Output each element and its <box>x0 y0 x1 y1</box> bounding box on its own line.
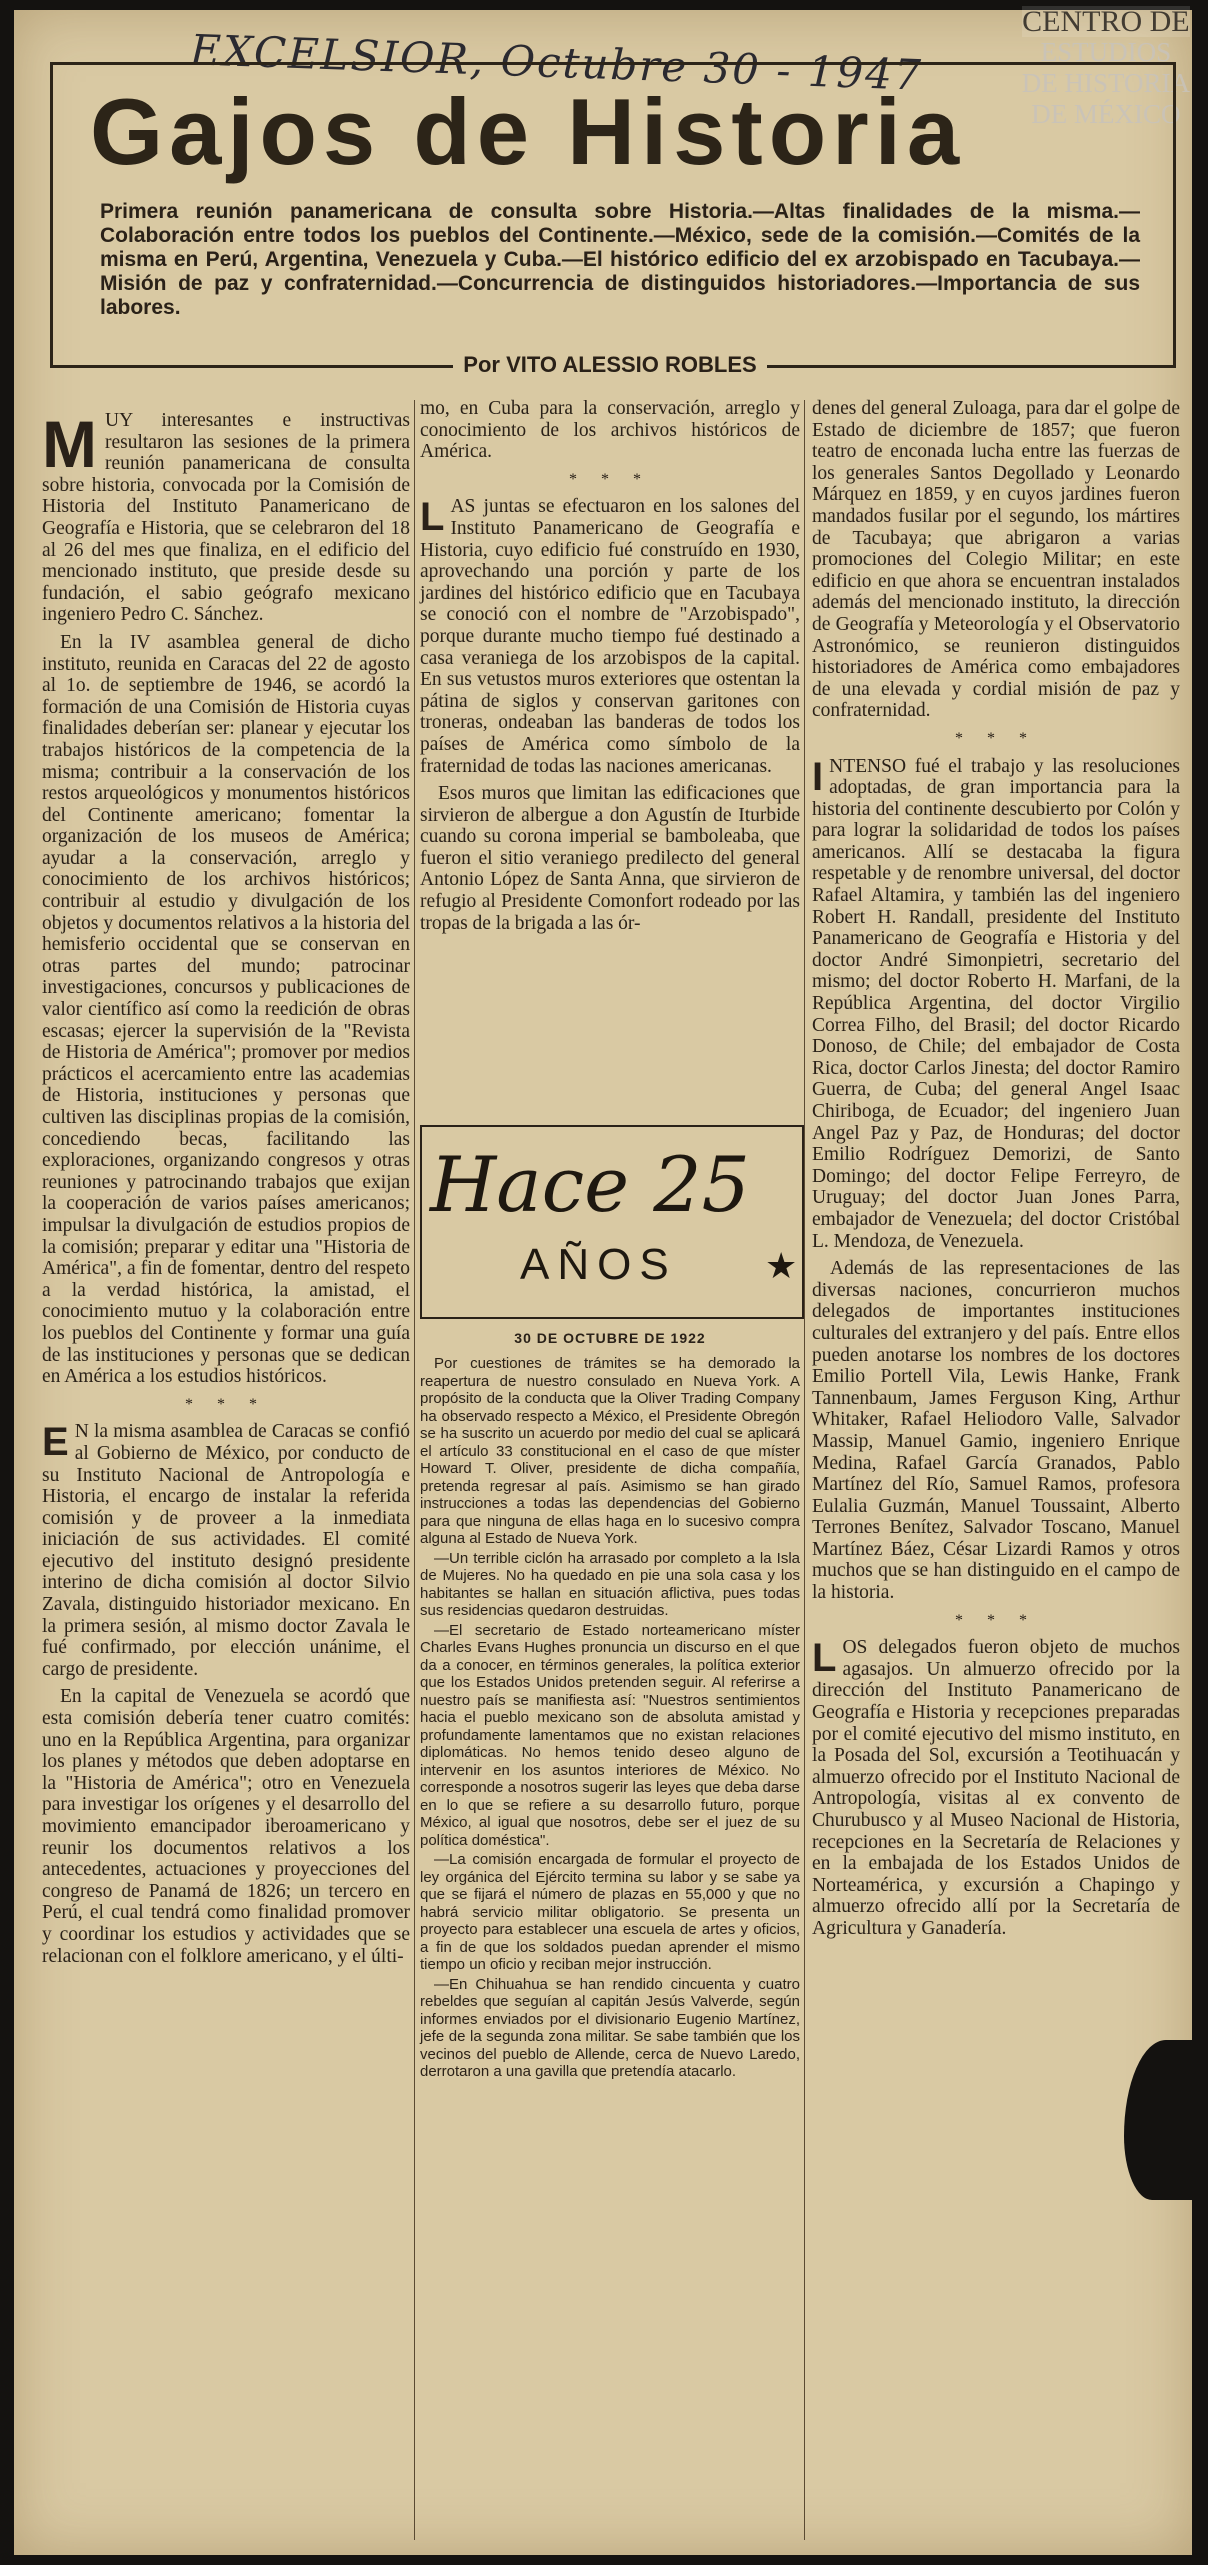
section-separator: * * * <box>955 1611 1037 1629</box>
paragraph: denes del general Zuloaga, para dar el golpe de Estado de diciembre de 1857; que fueron teatro de enconada lucha entre las fuerzas de los generales Santos Degollado y Leonardo Márquez en 1859, y en cuyos jardines fueron mandados fusilar por el segundo, los mártires de Tacubaya; que abrigaron a varias promociones del Colegio Militar; en este edificio en que ahora se encuentran instalados además del mencionado instituto, la dirección de Geografía y Meteorología y el Observatorio Astronómico, se reunieron distinguidos historiadores de América como embajadores de una elevada y cordial misión de paz y confraternidad. <box>812 398 1180 722</box>
byline: Por VITO ALESSIO ROBLES <box>60 352 1160 378</box>
paragraph: —Un terrible ciclón ha arrasado por completo a la Isla de Mujeres. No ha quedado en pie una sola casa y los habitantes se hallan en situación aflictiva, pues todas sus residencias quedaron destruidas. <box>420 1549 800 1619</box>
column-2 <box>420 398 800 940</box>
column-3 <box>812 398 1180 1946</box>
star-icon: ★ <box>765 1246 798 1286</box>
handwritten-source-note: EXCELSIOR, Octubre 30 - 1947 <box>189 25 924 100</box>
paragraph: mo, en Cuba para la conservación, arreglo y conocimiento de los archivos históricos de América. <box>420 398 800 463</box>
paragraph: Además de las representaciones de las diversas naciones, concurrieron muchos delegados de importantes instituciones culturales del extranjero y del país. Entre ellos pueden anotarse los nombres de los doctores Emilio Portell Vila, Lewis Hanke, Frank Tannenbaum, James Ferguson King, Arthur Whitaker, Rafael Heliodoro Valle, Salvador Massip, Manuel Gamio, ingeniero Enrique Medina, Rafael García Granados, Pablo Martínez del Río, Samuel Ramos, profesora Eulalia Guzmán, Manuel Toussaint, Alberto Terrones Benítez, Salvador Toscano, Manuel Martínez Báez, César Lizardi Ramos y otros muchos que se han distinguido en el campo de la historia. <box>812 1258 1180 1604</box>
section-separator: * * * <box>955 729 1037 747</box>
archive-stamp: CENTRO DE ESTUDIOS DE HISTORIA DE MÉXICO <box>1021 5 1190 129</box>
paragraph: —En Chihuahua se han rendido cincuenta y cuatro rebeldes que seguían al capitán Jesús Valverde, según informes enviados por el divisionario Eugenio Martínez, jefe de la segunda zona militar. Se sabe también que los vecinos del pueblo de Allende, cerca de Nuevo Laredo, derrotaron a una gavilla que pretendía atacarlo. <box>420 1975 800 2080</box>
drop-cap: L <box>420 495 445 540</box>
hace-25-date: 30 DE OCTUBRE DE 1922 <box>514 1330 706 1346</box>
paragraph: —El secretario de Estado norteamericano míster Charles Evans Hughes pronuncia un discurso en el que da a conocer, en términos generales, la política exterior que los Estados Unidos pretenden seguir. Al referirse a nuestro país se manifiesta así: "Nuestros sentimientos hacia el pueblo mexicano son de absoluta amistad y profundamente lamentamos que no existan relaciones diplomáticas. No hemos tenido deseo alguno de intervenir en los asuntos interiores de México. No corresponde a nosotros sugerir las leyes que deba darse en lo que se refiere a su desarrollo futuro, porque México, al igual que nosotros, debe ser el juez de su política doméstica". <box>420 1621 800 1849</box>
paragraph: LOS delegados fueron objeto de muchos agasajos. Un almuerzo ofrecido por la dirección del Instituto Panamericano de Geografía e Historia y recepciones preparadas por el comité ejecutivo del mismo instituto, en la Posada del Sol, excursión a Teotihuacán y almuerzo ofrecido por el Instituto Nacional de Antropología, visitas al ex convento de Churubusco y al Museo Nacional de Historia, recepciones en la Secretaría de Relaciones y en la embajada de los Estados Unidos de Norteamérica, y excursión a Chapingo y almuerzo ofrecido allí por la Secretaría de Agricultura y Ganadería. <box>812 1636 1180 1939</box>
paragraph: En la IV asamblea general de dicho instituto, reunida en Caracas del 22 de agosto al 1o. de septiembre de 1946, se acordó la formación de una Comisión de Historia cuyas finalidades deberían ser: planear y ejecutar los trabajos históricos de la competencia de la misma; contribuir a la conservación de los restos arqueológicos y monumentos históricos del Continente americano; fomentar la organización de los museos de América; ayudar a la conservación, arreglo y conocimiento de los archivos históricos; contribuir al estudio y divulgación de los objetos y documentos relativos a la historia del hemisferio occidental que se conservan en otras partes del mundo; patrocinar investigaciones, concursos y publicaciones de valor científico así como la reedición de obras escasas; ejercer la supervisión de la "Revista de Historia de América"; promover por medios prácticos el acercamiento entre las academias de Historia, instituciones y personas que cultiven las disciplinas propias de la comisión, concediendo becas, facilitando las exploraciones, organizando congresos y otras reuniones y patrocinando trabajos que exijan la cooperación de varios países americanos; impulsar la divulgación de estudios propios de la comisión; preparar y editar una "Historia de América", a fin de fomentar, dentro del respeto a la verdad histórica, la amistad, el conocimiento mutuo y la colaboración entre los pueblos del Continente y formar una guía de las instituciones y personas que se dedican en América a los estudios históricos. <box>42 631 410 1388</box>
column-rule <box>414 400 415 2540</box>
hace-25-body <box>420 1355 800 2083</box>
paragraph: Esos muros que limitan las edificaciones que sirvieron de albergue a don Agustín de Iturbide cuando su corona imperial se bamboleaba, que fueron el sitio veraniego predilecto del general Antonio López de Santa Anna, que sirvieron de refugio al Presidente Comonfort rodeado por las tropas de la brigada a las ór- <box>420 783 800 934</box>
article-deck: Primera reunión panamericana de consulta sobre Historia.—Altas finalidades de la misma.—Colaboración entre todos los pueblos del Continente.—México, sede de la comisión.—Comités de la misma en Perú, Argentina, Venezuela y Cuba.—El histórico edificio del ex arzobispado en Tacubaya.—Misión de paz y confraternidad.—Concurrencia de distinguidos historiadores.—Importancia de sus labores. <box>100 200 1140 319</box>
paragraph: MUY interesantes e instructivas resultaron las sesiones de la primera reunión panamericana de consulta sobre historia, convocada por la Comisión de Historia del Instituto Panamericano de Geografía e Historia, que se celebraron del 18 al 26 del mes que finaliza, en el edificio del mencionado instituto, que preside desde su fundación, el sabio geógrafo mexicano ingeniero Pedro C. Sánchez. <box>42 407 410 626</box>
paragraph: Por cuestiones de trámites se ha demorado la reapertura de nuestro consulado en Nueva York. A propósito de la conducta que la Oliver Trading Company ha observado respecto a México, el Presidente Obregón se ha suscrito un acuerdo por medio del cual se aplicará el artículo 33 constitucional en el caso de que míster Howard T. Oliver, presidente de dicha compañía, pretenda regresar al país. Asimismo se han girado instrucciones a todas las dependencias del Gobierno para que ninguna de ellas haga en lo sucesivo compra alguna al Estado de Nueva York. <box>420 1355 800 1547</box>
paragraph: —La comisión encargada de formular el proyecto de ley orgánica del Ejército termina su labor y se sabe ya que se fijará el número de plazas en 55,000 y que no habrá servicio militar obligatorio. Se presenta un proyecto para establecer una escuela de artes y oficios, a fin de que los soldados puedan aprender el mismo tiempo un oficio y reciban mejor instrucción. <box>420 1851 800 1973</box>
paragraph: INTENSO fué el trabajo y las resoluciones adoptadas, de gran importancia para la historia del continente descubierto por Colón y para lograr la solidaridad de todos los países americanos. Allí se destacaba la figura respetable y de renombre universal, del doctor Rafael Altamira, y también las del ingeniero Robert H. Randall, presidente del Instituto Panamericano de Geografía e Historia y del doctor André Simonpietri, secretario del mismo; del doctor Roberto H. Marfani, de la República Argentina, del doctor Virgilio Correa Filho, del Brasil; del doctor Ricardo Donoso, de Chile; del embajador de Costa Rica, doctor Carlos Jinesta; del doctor Ramiro Guerra, de Cuba; del general Angel Isaac Chiriboga, de Ecuador; del ingeniero Juan Angel Paz y Paz, de Honduras; del doctor Emilio Rodríguez Demorizi, de Santo Domingo; del doctor Felipe Ferreyro, de Uruguay; del doctor Juan Jones Parra, embajador de Venezuela; del doctor Cristóbal L. Mendoza, de Venezuela. <box>812 754 1180 1252</box>
paragraph: En la capital de Venezuela se acordó que esta comisión debería tener cuatro comités: uno en la República Argentina, para organizar los planes y métodos que deben adoptarse en la "Historia de América"; otro en Venezuela para investigar los orígenes y el desarrollo del movimiento emancipador iberoamericano y reunir los documentos relativos a los antecedentes, actuaciones y proyecciones del congreso de Panamá de 1826; un tercero en Perú, el cual tendrá como finalidad promover y coordinar los estudios y actividades que se relacionan con el folklore americano, y el últi- <box>42 1686 410 1967</box>
section-separator: * * * <box>569 470 651 488</box>
column-1 <box>42 407 410 1973</box>
hace-25-subtitle: AÑOS <box>520 1240 677 1289</box>
drop-cap: L <box>812 1636 837 1681</box>
paragraph: LAS juntas se efectuaron en los salones del Instituto Panamericano de Geografía e Historia, cuyo edificio fué construído en 1930, aprovechando una porción y parte de los jardines del histórico edificio que en Tacubaya se conoció con el nombre de "Arzobispado", porque durante mucho tiempo fué destinado a casa veraniega de los arzobispos de la capital. En sus vetustos muros exteriores que ostentan la pátina de siglos y conservan garitones con troneras, ondeaban las banderas de todos los países de América como símbolo de la fraternidad de todas las naciones americanas. <box>420 495 800 777</box>
drop-cap: I <box>812 754 824 799</box>
article-title: Gajos de Historia <box>90 79 966 184</box>
drop-cap: E <box>42 1420 69 1465</box>
hace-25-title: Hace 25 <box>430 1140 750 1229</box>
paragraph: E N la misma asamblea de Caracas se confió al Gobierno de México, por conducto de su Instituto Nacional de Antropología e Historia, el encargo de instalar la referida comisión y de proveer a la inmediata iniciación de sus actividades. El comité ejecutivo del instituto designó presidente interino de dicha comisión al doctor Silvio Zavala, distinguido historiador mexicano. En la primera sesión, al mismo doctor Zavala le fué confirmado, por elección unánime, el cargo de presidente. <box>42 1420 410 1680</box>
column-rule <box>804 400 805 2540</box>
drop-cap: M <box>42 407 97 481</box>
section-separator: * * * <box>185 1395 267 1413</box>
